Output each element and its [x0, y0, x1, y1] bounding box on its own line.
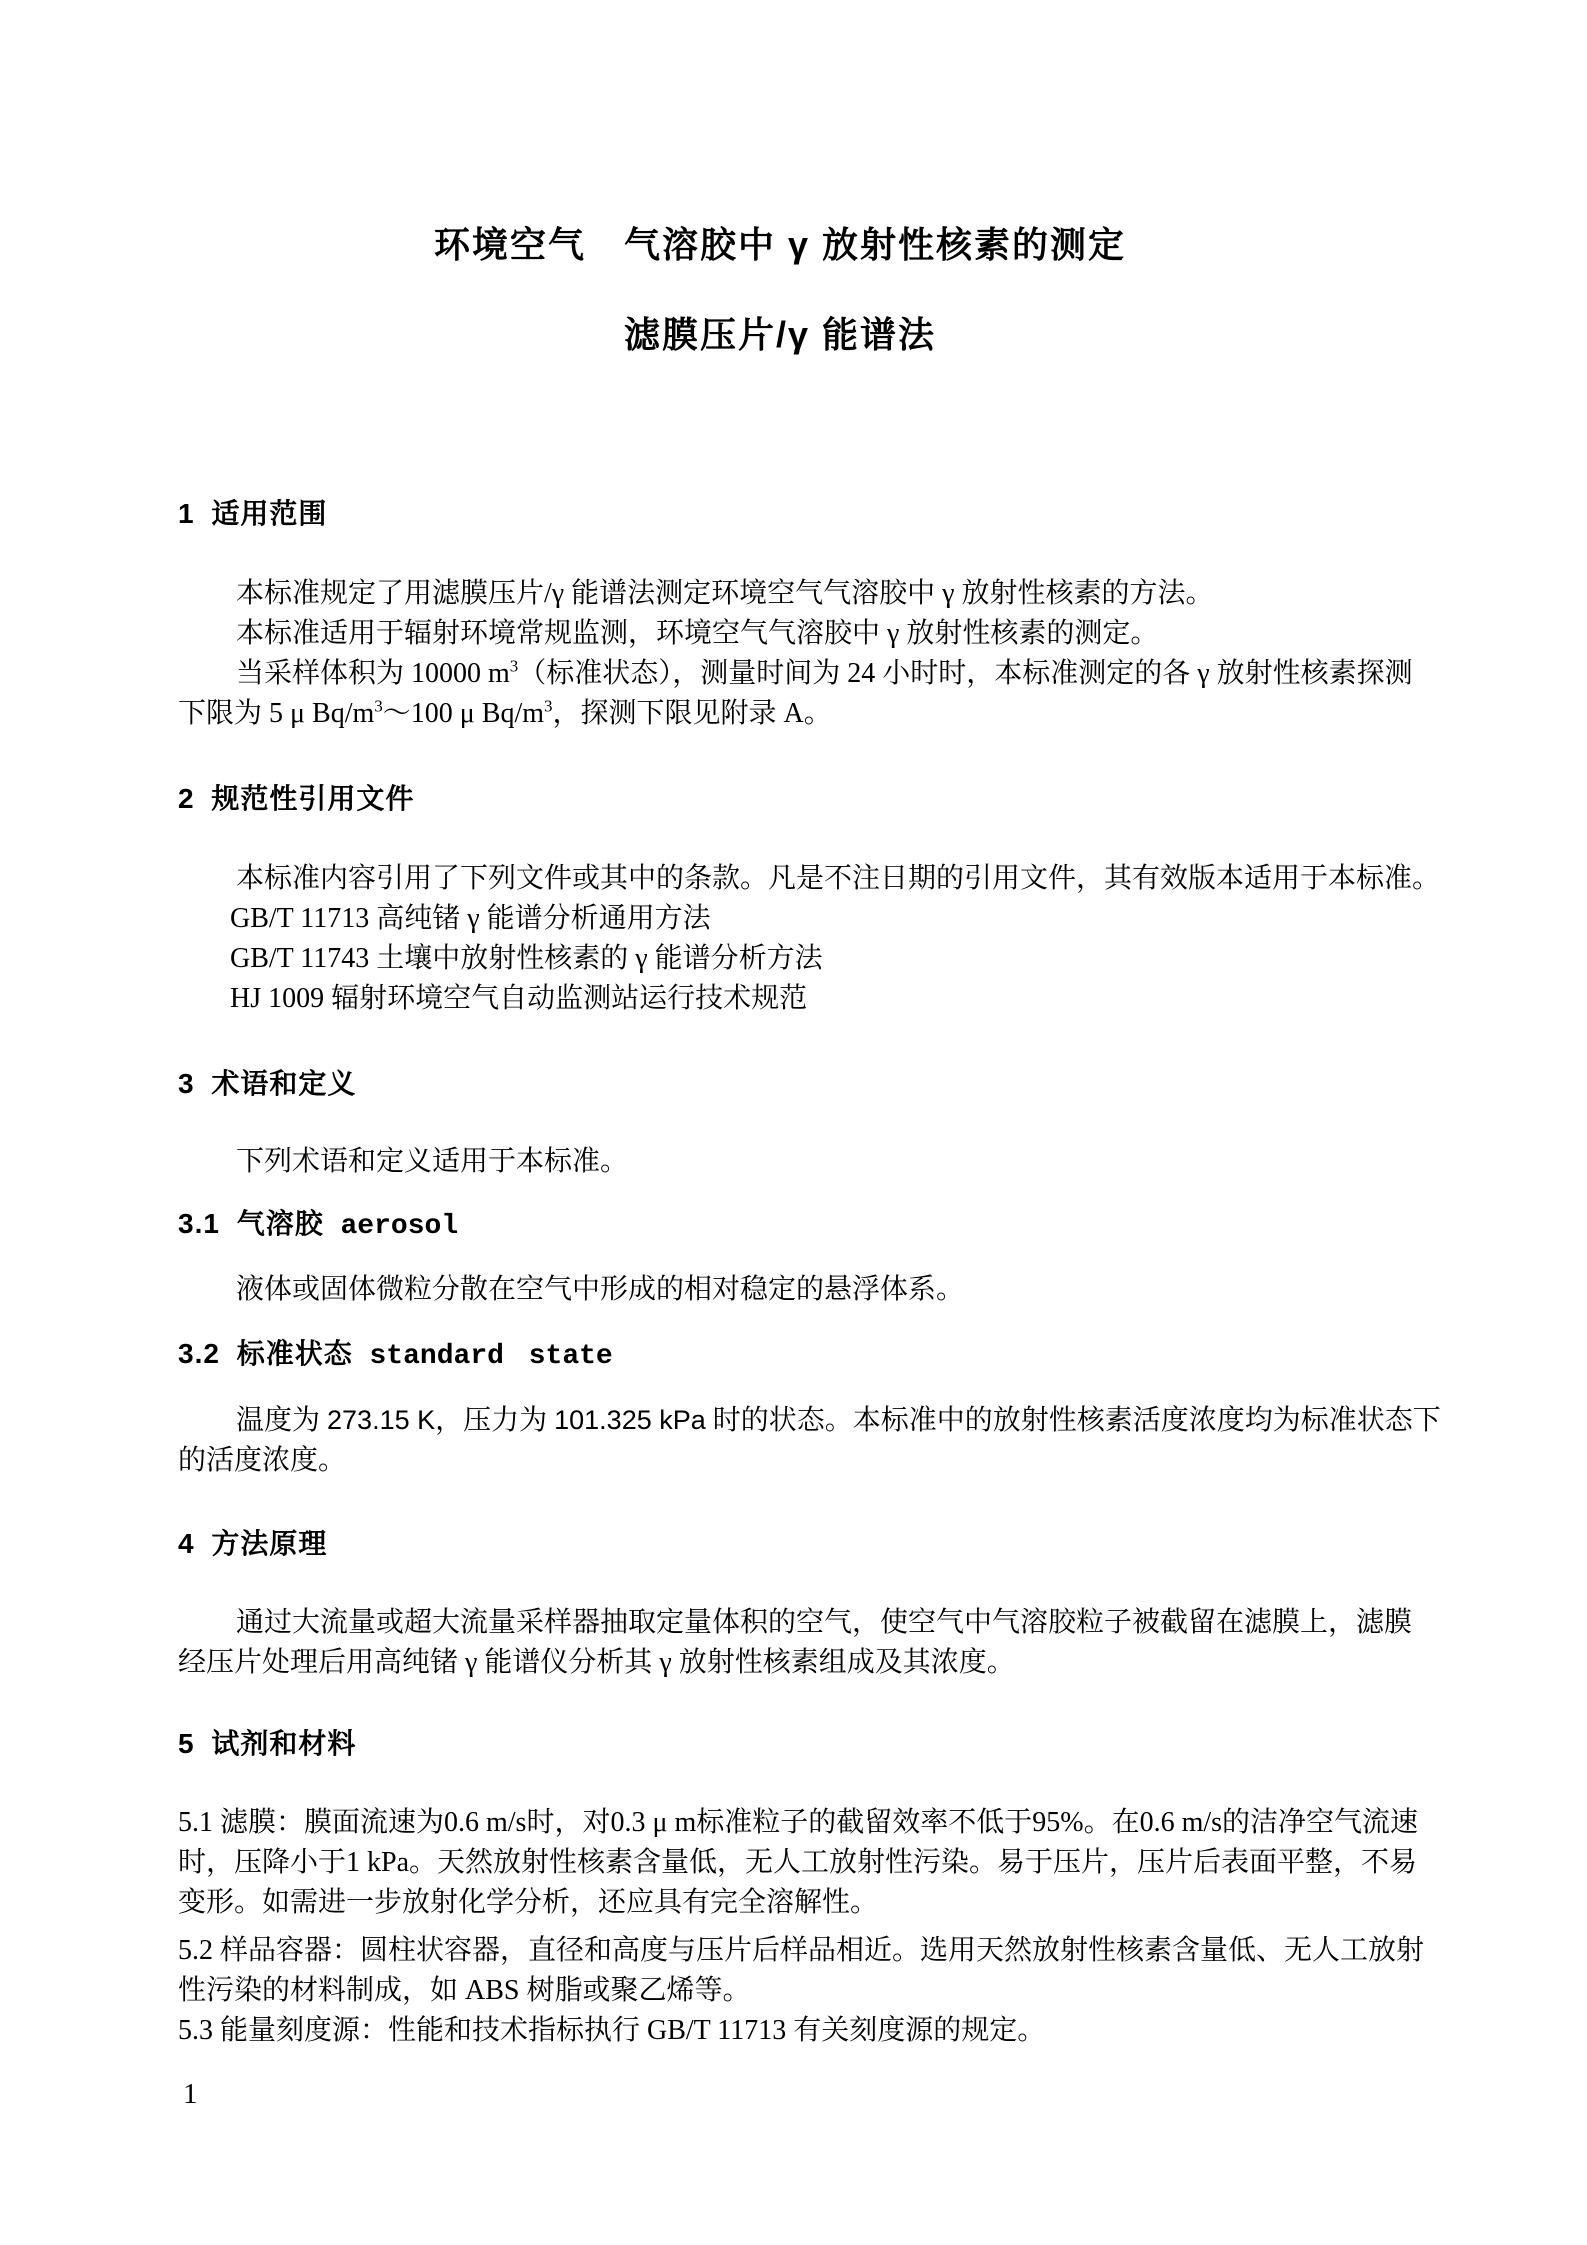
term-english-standard-state: standard state — [369, 1341, 613, 1372]
temperature-value: 273.15 K — [327, 1405, 436, 1435]
clause-5-3: 5.3 能量刻度源：性能和技术指标执行 GB/T 11713 有关刻度源的规定。 — [178, 2015, 1046, 2046]
clause-5-1-line-3: 变形。如需进一步放射化学分析，还应具有完全溶解性。 — [178, 1887, 879, 1918]
reference-gbt-11713: GB/T 11713 高纯锗 γ 能谱分析通用方法 — [230, 903, 711, 934]
title-line-2: 滤膜压片/γ 能谱法 — [623, 314, 937, 355]
superscript-3: 3 — [544, 696, 553, 716]
superscript-3: 3 — [509, 656, 519, 676]
clause-5-2-line-1: 5.2 样品容器：圆柱状容器，直径和高度与压片后样品相近。选用天然放射性核素含量低、无人工放射 — [178, 1935, 1425, 1966]
title-line-1: 环境空气 气溶胶中 γ 放射性核素的测定 — [433, 224, 1127, 265]
section-3-paragraph-1: 下列术语和定义适用于本标准。 — [236, 1146, 629, 1177]
clause-5-1-line-1: 5.1 滤膜：膜面流速为0.6 m/s时，对0.3 μ m标准粒子的截留效率不低于95%。在0.6 m/s的洁净空气流速 — [178, 1807, 1419, 1838]
section-2-heading: 2 规范性引用文件 — [178, 783, 415, 814]
reference-gbt-11743: GB/T 11743 土壤中放射性核素的 γ 能谱分析方法 — [230, 943, 823, 974]
superscript-3: 3 — [374, 696, 383, 716]
section-2-paragraph-1: 本标准内容引用了下列文件或其中的条款。凡是不注日期的引用文件，其有效版本适用于本标准。 — [236, 863, 1441, 894]
section-3-heading: 3 术语和定义 — [178, 1068, 357, 1099]
clause-5-1-line-2: 时，压降小于1 kPa。天然放射性核素含量低，无人工放射性污染。易于压片，压片后表面平整，不易 — [178, 1847, 1418, 1878]
reference-hj-1009: HJ 1009 辐射环境空气自动监测站运行技术规范 — [230, 983, 808, 1014]
section-5-heading: 5 试剂和材料 — [178, 1728, 357, 1759]
section-1-heading: 1 适用范围 — [178, 498, 328, 529]
section-3-1-definition: 液体或固体微粒分散在空气中形成的相对稳定的悬浮体系。 — [236, 1274, 965, 1305]
section-3-2-definition-line-2: 的活度浓度。 — [178, 1445, 347, 1476]
document-body — [178, 0, 1458, 2051]
section-3-2-definition-line-1: 温度为 273.15 K，压力为 101.325 kPa 时的状态。本标准中的放射性核素活度浓度均为标准状态下 — [236, 1405, 1441, 1436]
section-4-heading: 4 方法原理 — [178, 1528, 328, 1559]
section-1-paragraph-3-line-1: 当采样体积为 10000 $m^3$（标准状态），测量时间为 24 小时时，本标准测定的各 γ 放射性核素探测 — [236, 656, 1413, 689]
section-1-paragraph-2: 本标准适用于辐射环境常规监测，环境空气气溶胶中 γ 放射性核素的测定。 — [236, 618, 1159, 649]
section-4-paragraph-line-1: 通过大流量或超大流量采样器抽取定量体积的空气，使空气中气溶胶粒子被截留在滤膜上，滤膜 — [236, 1607, 1413, 1638]
pressure-value: 101.325 kPa — [554, 1405, 706, 1435]
section-4-paragraph-line-2: 经压片处理后用高纯锗 γ 能谱仪分析其 γ 放射性核素组成及其浓度。 — [178, 1647, 1015, 1678]
section-1-paragraph-1: 本标准规定了用滤膜压片/γ 能谱法测定环境空气气溶胶中 γ 放射性核素的方法。 — [236, 578, 1214, 609]
section-1-paragraph-3-line-2: 下限为 5 μ $Bq/m^3\sim 100$ μ $Bq/m^3$，探测下限见附录 A。 — [178, 696, 832, 729]
section-3-2-heading: 3.2 标准状态 standard state — [178, 1338, 613, 1372]
page-number: 1 — [183, 2078, 198, 2110]
section-3-1-heading: 3.1 气溶胶 aerosol — [178, 1208, 459, 1242]
term-english-aerosol: aerosol — [340, 1211, 459, 1242]
clause-5-2-line-2: 性污染的材料制成，如 ABS 树脂或聚乙烯等。 — [178, 1975, 751, 2006]
